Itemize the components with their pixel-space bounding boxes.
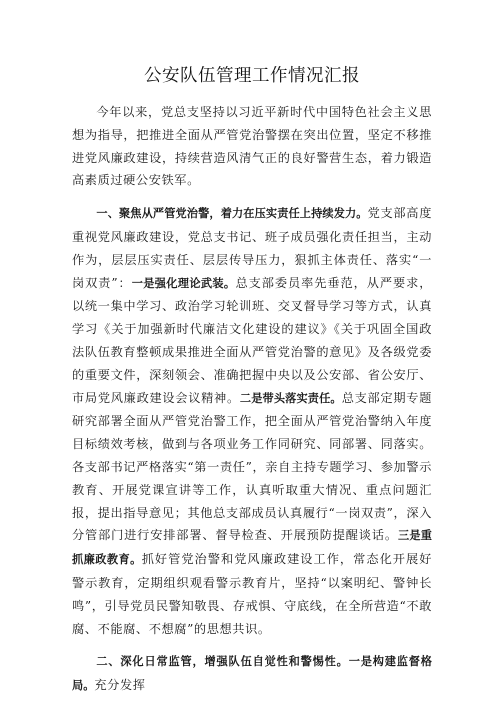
section1-text-b: 总支部委员率先垂范，从严要求，以统一集中学习、政治学习轮训班、交叉督导学习等方式，认真学习《关于加强新时代廉洁文化建设的建议》《关于巩固全国政法队伍教育整顿成果推进全面从严管党治警的意见》及各级党委的重要文件，深刻领会、准确把握中央以及公安部、省公安厅、市局党风廉政建设会议精神。: [72, 275, 432, 405]
section1-sub2: 二是带头落实责任。: [239, 391, 342, 405]
section2-sub1: 一是构建监督格局。: [72, 655, 432, 693]
section1-heading: 一、聚焦从严管党治警，着力在压实责任上持续发力。: [96, 207, 368, 221]
document-title: 公安队伍管理工作情况汇报: [144, 66, 360, 86]
paragraph-gap: [72, 192, 432, 202]
section1-text-d: 抓好管党治警和党风廉政建设工作，常态化开展好警示教育，定期组织观看警示教育片，坚持“以案明纪、警钟长鸣”，引导党员民警知敬畏、存戒惧、守底线，在全所营造“不敢腐、不能腐、不想腐”的思想共识。: [72, 552, 432, 636]
section2-text-a: 充分发挥: [94, 678, 146, 693]
section1-text-a: 党支部高度重视党风廉政建设，党总支书记、班子成员强化责任担当，主动作为，层层压实责任、层层传导压力，狠抓主体责任、落实“一岗双责”：: [72, 206, 432, 290]
section2-paragraph: [72, 650, 432, 698]
intro-paragraph: 今年以来，党总支坚持以习近平新时代中国特色社会主义思想为指导，把推进全面从严管党治警摆在突出位置，坚定不移推进党风廉政建设，持续营造风清气正的良好警营生态，着力锻造高素质过硬公安铁军。: [72, 105, 432, 188]
section2-heading: 二、深化日常监管，增强队伍自觉性和警惕性。: [96, 655, 349, 669]
section1-text-c: 总支部定期专题研究部署全面从严管党治警工作，把全面从严管党治警纳入年度目标绩效考核，做到与各项业务工作同研究、同部署、同落实。各支部书记严格落实“第一责任”，亲自主持专题学习、参加警示教育、开展党课宣讲等工作，认真听取重大情况、重点问题汇报，提出指导意见；其他总支部成员认真履行“一岗双责”，深入分管部门进行安排部署、督导检查、开展预防提醒谈话。: [72, 390, 432, 543]
paragraph-gap: [72, 640, 432, 650]
section1-sub3: 三是重抓廉政教育。: [72, 529, 432, 567]
section1-paragraph: [72, 202, 432, 640]
section1-sub1: 一是强化理论武装。: [131, 276, 236, 290]
